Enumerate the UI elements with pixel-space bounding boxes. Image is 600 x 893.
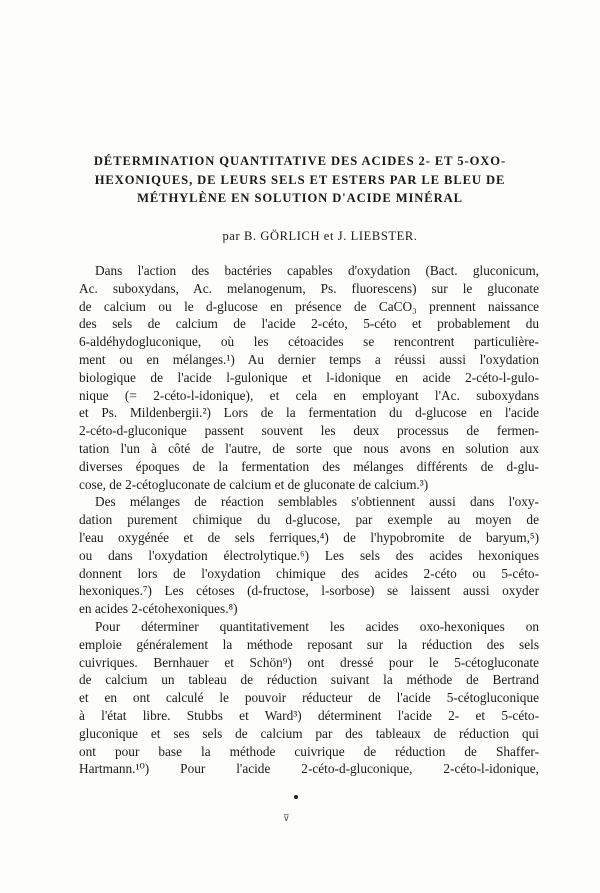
title-line: DÉTERMINATION QUANTITATIVE DES ACIDES 2- ET 5-OXO-	[93, 154, 507, 168]
body-line: nique (= 2-céto-l-idonique), et cela en employant l'Ac. suboxydans	[79, 387, 539, 403]
body-line: des sels de calcium de l'acide 2-céto, 5-céto et probablement du	[79, 316, 539, 332]
body-line: Ac. suboxydans, Ac. melanogenum, Ps. fluorescens) sur le gluconate	[79, 280, 539, 296]
body-line: Pour déterminer quantitativement les acides oxo-hexoniques on	[95, 618, 539, 634]
body-line: Hartmann.¹⁰) Pour l'acide 2-céto-d-gluconique, 2-céto-l-idonique,	[79, 761, 539, 777]
body-line: tation l'un à côté de l'autre, de sorte que nous avons en solution aux	[79, 440, 539, 456]
body-line: ment ou en mélanges.¹) Au dernier temps a réussi aussi l'oxydation	[79, 351, 539, 367]
body-line: diverses époques de la fermentation des mélanges différents de d-glu-	[79, 458, 539, 474]
body-line: de calcium ou le d-glucose en présence de CaCO₃ prennent naissance	[79, 298, 539, 314]
body-line: de calcium un tableau de réduction suivant la méthode de Bertrand	[79, 672, 539, 688]
footer-mark: ⊽	[283, 813, 290, 823]
body-line: cuivriques. Bernhauer et Schön⁹) ont dressé pour le 5-cétogluconate	[79, 654, 539, 670]
body-line: emploie généralement la méthode reposant sur la réduction des sels	[79, 636, 539, 652]
title-line: MÉTHYLÈNE EN SOLUTION D'ACIDE MINÉRAL	[137, 191, 463, 205]
body-line: en acides 2-cétohexoniques.⁸)	[79, 601, 238, 617]
body-line: hexoniques.⁷) Les cétoses (d-fructose, l-sorbose) se laissent aussi oxyder	[79, 583, 539, 599]
body-line: gluconique et ses sels de calcium par des tableaux de réduction qui	[79, 725, 539, 741]
body-line: dation purement chimique du d-glucose, par exemple au moyen de	[79, 512, 539, 528]
body-line: l'eau oxygénée et de sels ferriques,⁴) de l'hypobromite de baryum,⁵)	[79, 529, 539, 545]
body-line: donnent lors de l'oxydation chimique des acides 2-céto ou 5-céto-	[79, 565, 539, 581]
article-authors: par B. GÖRLICH et J. LIEBSTER.	[222, 229, 418, 243]
body-line: ou dans l'oxydation électrolytique.⁶) Les sels des acides hexoniques	[79, 547, 539, 563]
article-title	[72, 152, 528, 208]
body-line: Des mélanges de réaction semblables s'obtiennent aussi dans l'oxy-	[95, 494, 539, 510]
title-line: HEXONIQUES, DE LEURS SELS ET ESTERS PAR LE BLEU DE	[94, 172, 506, 187]
article-body	[79, 262, 539, 778]
body-line: cose, de 2-cétogluconate de calcium et de gluconate de calcium.³)	[79, 476, 429, 492]
body-line: 6-aldéhydogluconique, où les cétoacides se rencontrent particulière-	[79, 334, 539, 350]
page-dot-mark	[294, 795, 298, 799]
body-line: à l'état libre. Stubbs et Ward³) déterminent l'acide 2- et 5-céto-	[79, 707, 539, 723]
body-line: et Ps. Mildenbergii.²) Lors de la fermentation du d-glucose en l'acide	[79, 405, 539, 421]
body-line: biologique de l'acide l-gulonique et l-idonique en acide 2-céto-l-gulo-	[79, 369, 539, 385]
body-line: ont pour base la méthode cuivrique de réduction de Shaffer-	[79, 743, 539, 759]
body-line: et en ont calculé le pouvoir réducteur de l'acide 5-cétogluconique	[79, 690, 539, 706]
body-line: 2-céto-d-gluconique passent souvent les deux processus de fermen-	[79, 423, 539, 439]
body-line: Dans l'action des bactéries capables d'oxydation (Bact. gluconicum,	[95, 263, 539, 278]
